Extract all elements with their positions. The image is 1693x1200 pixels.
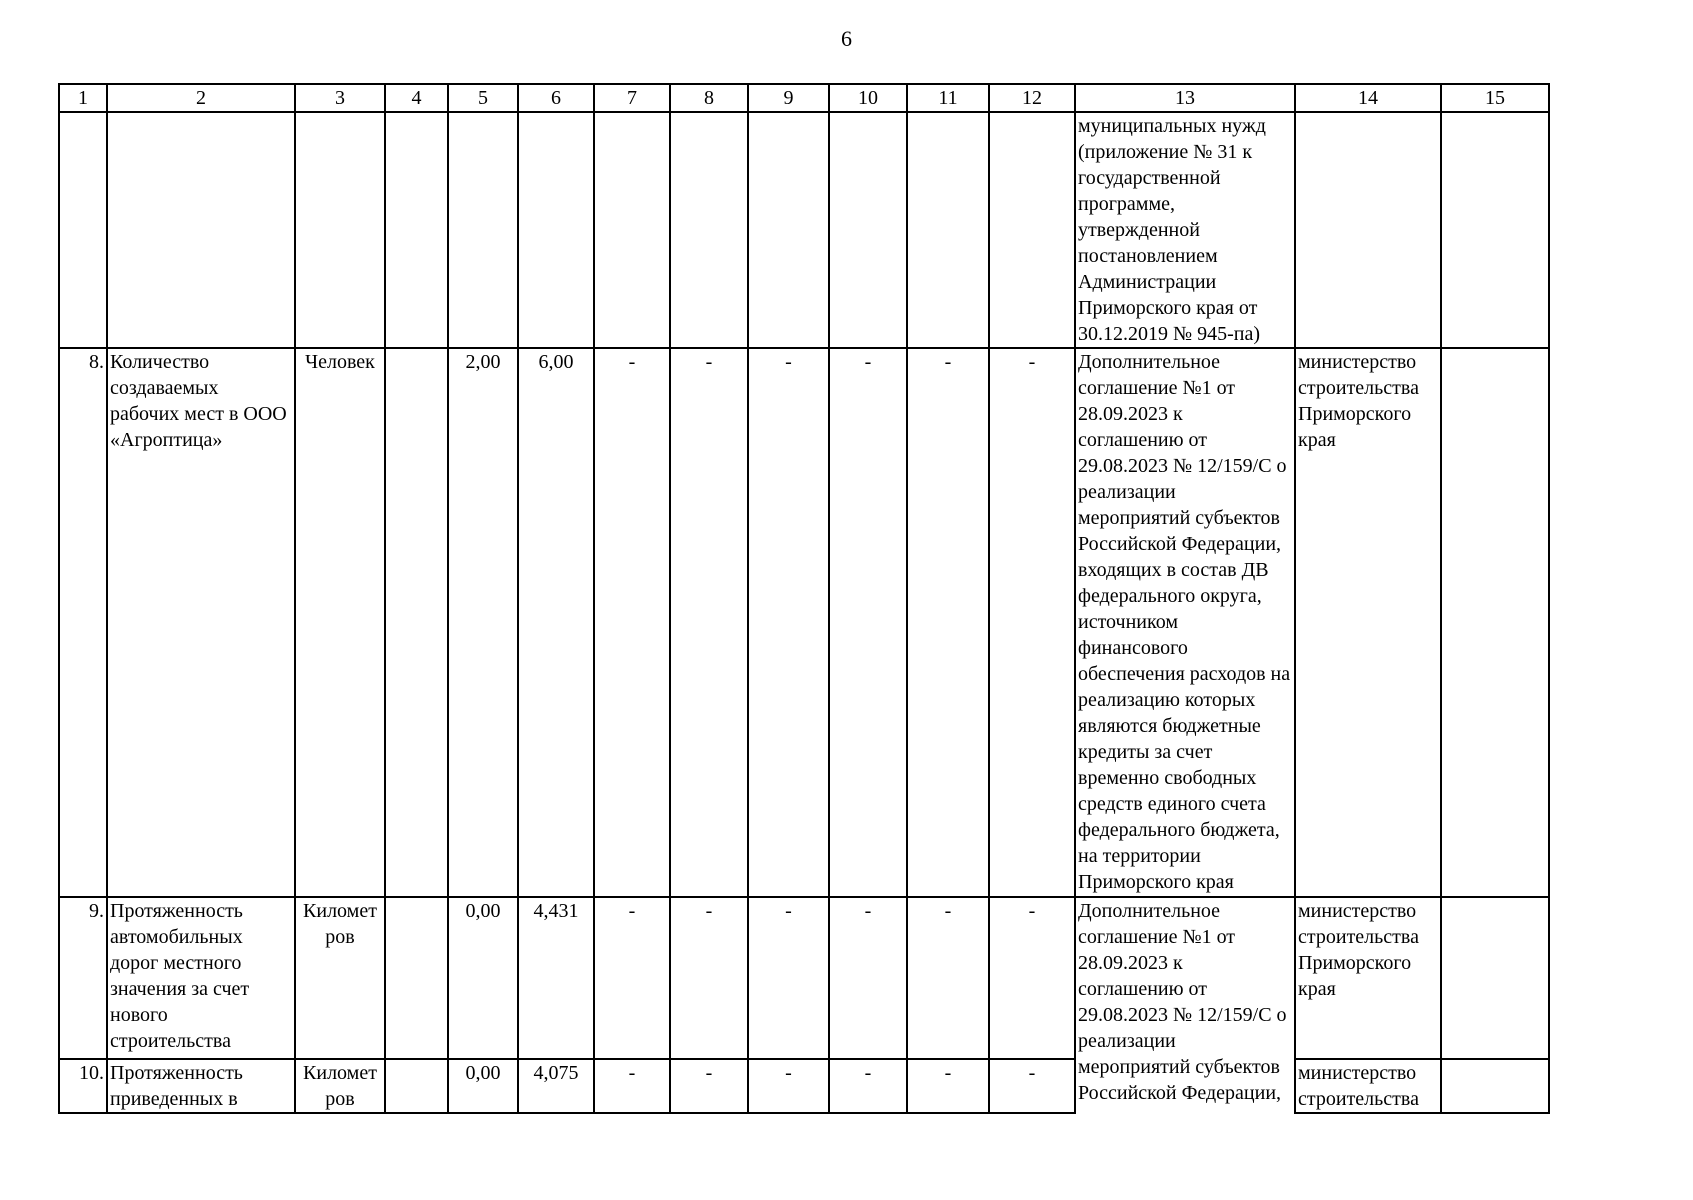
column-header: 5	[448, 84, 518, 112]
value-cell	[385, 348, 448, 897]
table-header-row	[59, 84, 1549, 112]
value-cell: 0,00	[448, 897, 518, 1059]
column-header: 3	[295, 84, 385, 112]
value-cell: -	[907, 348, 989, 897]
indicator-name: Количество создаваемых рабочих мест в ООО «Агроптица»	[107, 348, 295, 897]
table-row	[59, 348, 1549, 897]
table-cell	[670, 112, 748, 348]
value-cell: -	[989, 897, 1075, 1059]
value-cell: 0,00	[448, 1059, 518, 1113]
value-cell: -	[670, 1059, 748, 1113]
table-cell	[1441, 112, 1549, 348]
table-cell	[59, 112, 107, 348]
responsible-cell: министерство строительства Приморского края	[1295, 348, 1441, 897]
responsible-cell: министерство строительства	[1295, 1059, 1441, 1113]
value-cell: 4,431	[518, 897, 594, 1059]
column-header: 2	[107, 84, 295, 112]
column-header: 8	[670, 84, 748, 112]
column-header: 11	[907, 84, 989, 112]
table-cell	[989, 112, 1075, 348]
table-cell	[295, 112, 385, 348]
table-cell	[1441, 1059, 1549, 1113]
value-cell: -	[748, 348, 829, 897]
table-cell	[448, 112, 518, 348]
table-row	[59, 1059, 1549, 1113]
column-header: 15	[1441, 84, 1549, 112]
table-cell	[829, 112, 907, 348]
value-cell: -	[594, 1059, 670, 1113]
value-cell: -	[829, 1059, 907, 1113]
indicator-name: Протяженность автомобильных дорог местного значения за счет нового строительства	[107, 897, 295, 1059]
column-header: 6	[518, 84, 594, 112]
column-header: 10	[829, 84, 907, 112]
row-number: 9.	[59, 897, 107, 1059]
basis-cell: Дополнительное соглашение №1 от 28.09.2023 к соглашению от 29.08.2023 № 12/159/С о реализации мероприятий субъектов Российской Федерации, входящих в состав ДВ федерального округа, источником финансового обеспечения расходов на реализацию которых являются бюджетные кредиты за счет временно свободных средств единого счета федерального бюджета, на территории Приморского края	[1075, 348, 1295, 897]
value-cell: -	[670, 348, 748, 897]
value-cell: -	[748, 1059, 829, 1113]
table-cell	[385, 112, 448, 348]
basis-cell: Дополнительное соглашение №1 от 28.09.2023 к соглашению от 29.08.2023 № 12/159/С о реализации мероприятий субъектов Российской Федерации,	[1075, 897, 1295, 1113]
value-cell: -	[829, 348, 907, 897]
column-header: 1	[59, 84, 107, 112]
unit-cell: Человек	[295, 348, 385, 897]
column-header: 13	[1075, 84, 1295, 112]
table-cell	[594, 112, 670, 348]
unit-cell: Километ ров	[295, 1059, 385, 1113]
column-header: 7	[594, 84, 670, 112]
page-number: 6	[841, 26, 852, 51]
basis-cell: муниципальных нужд (приложение № 31 к государственной программе, утвержденной постановлением Администрации Приморского края от 30.12.2019 № 945-па)	[1075, 112, 1295, 348]
value-cell: -	[989, 1059, 1075, 1113]
table-cell	[1441, 897, 1549, 1059]
table-cell	[907, 112, 989, 348]
value-cell: -	[907, 1059, 989, 1113]
responsible-cell: министерство строительства Приморского края	[1295, 897, 1441, 1059]
value-cell	[385, 1059, 448, 1113]
table-cell	[518, 112, 594, 348]
value-cell: 2,00	[448, 348, 518, 897]
table-cell	[748, 112, 829, 348]
indicator-name: Протяженность приведенных в	[107, 1059, 295, 1113]
value-cell: -	[594, 348, 670, 897]
value-cell: -	[989, 348, 1075, 897]
value-cell: -	[670, 897, 748, 1059]
column-header: 9	[748, 84, 829, 112]
row-number: 8.	[59, 348, 107, 897]
value-cell: -	[748, 897, 829, 1059]
value-cell: 4,075	[518, 1059, 594, 1113]
value-cell: -	[829, 897, 907, 1059]
row-number: 10.	[59, 1059, 107, 1113]
value-cell	[385, 897, 448, 1059]
table-cell	[107, 112, 295, 348]
value-cell: -	[907, 897, 989, 1059]
table-cell	[1295, 112, 1441, 348]
column-header: 12	[989, 84, 1075, 112]
value-cell: -	[594, 897, 670, 1059]
table-row	[59, 897, 1549, 1059]
column-header: 4	[385, 84, 448, 112]
column-header: 14	[1295, 84, 1441, 112]
table-cell	[1441, 348, 1549, 897]
indicators-table	[58, 83, 1550, 1114]
value-cell: 6,00	[518, 348, 594, 897]
table-row-continuation	[59, 112, 1549, 348]
unit-cell: Километ ров	[295, 897, 385, 1059]
